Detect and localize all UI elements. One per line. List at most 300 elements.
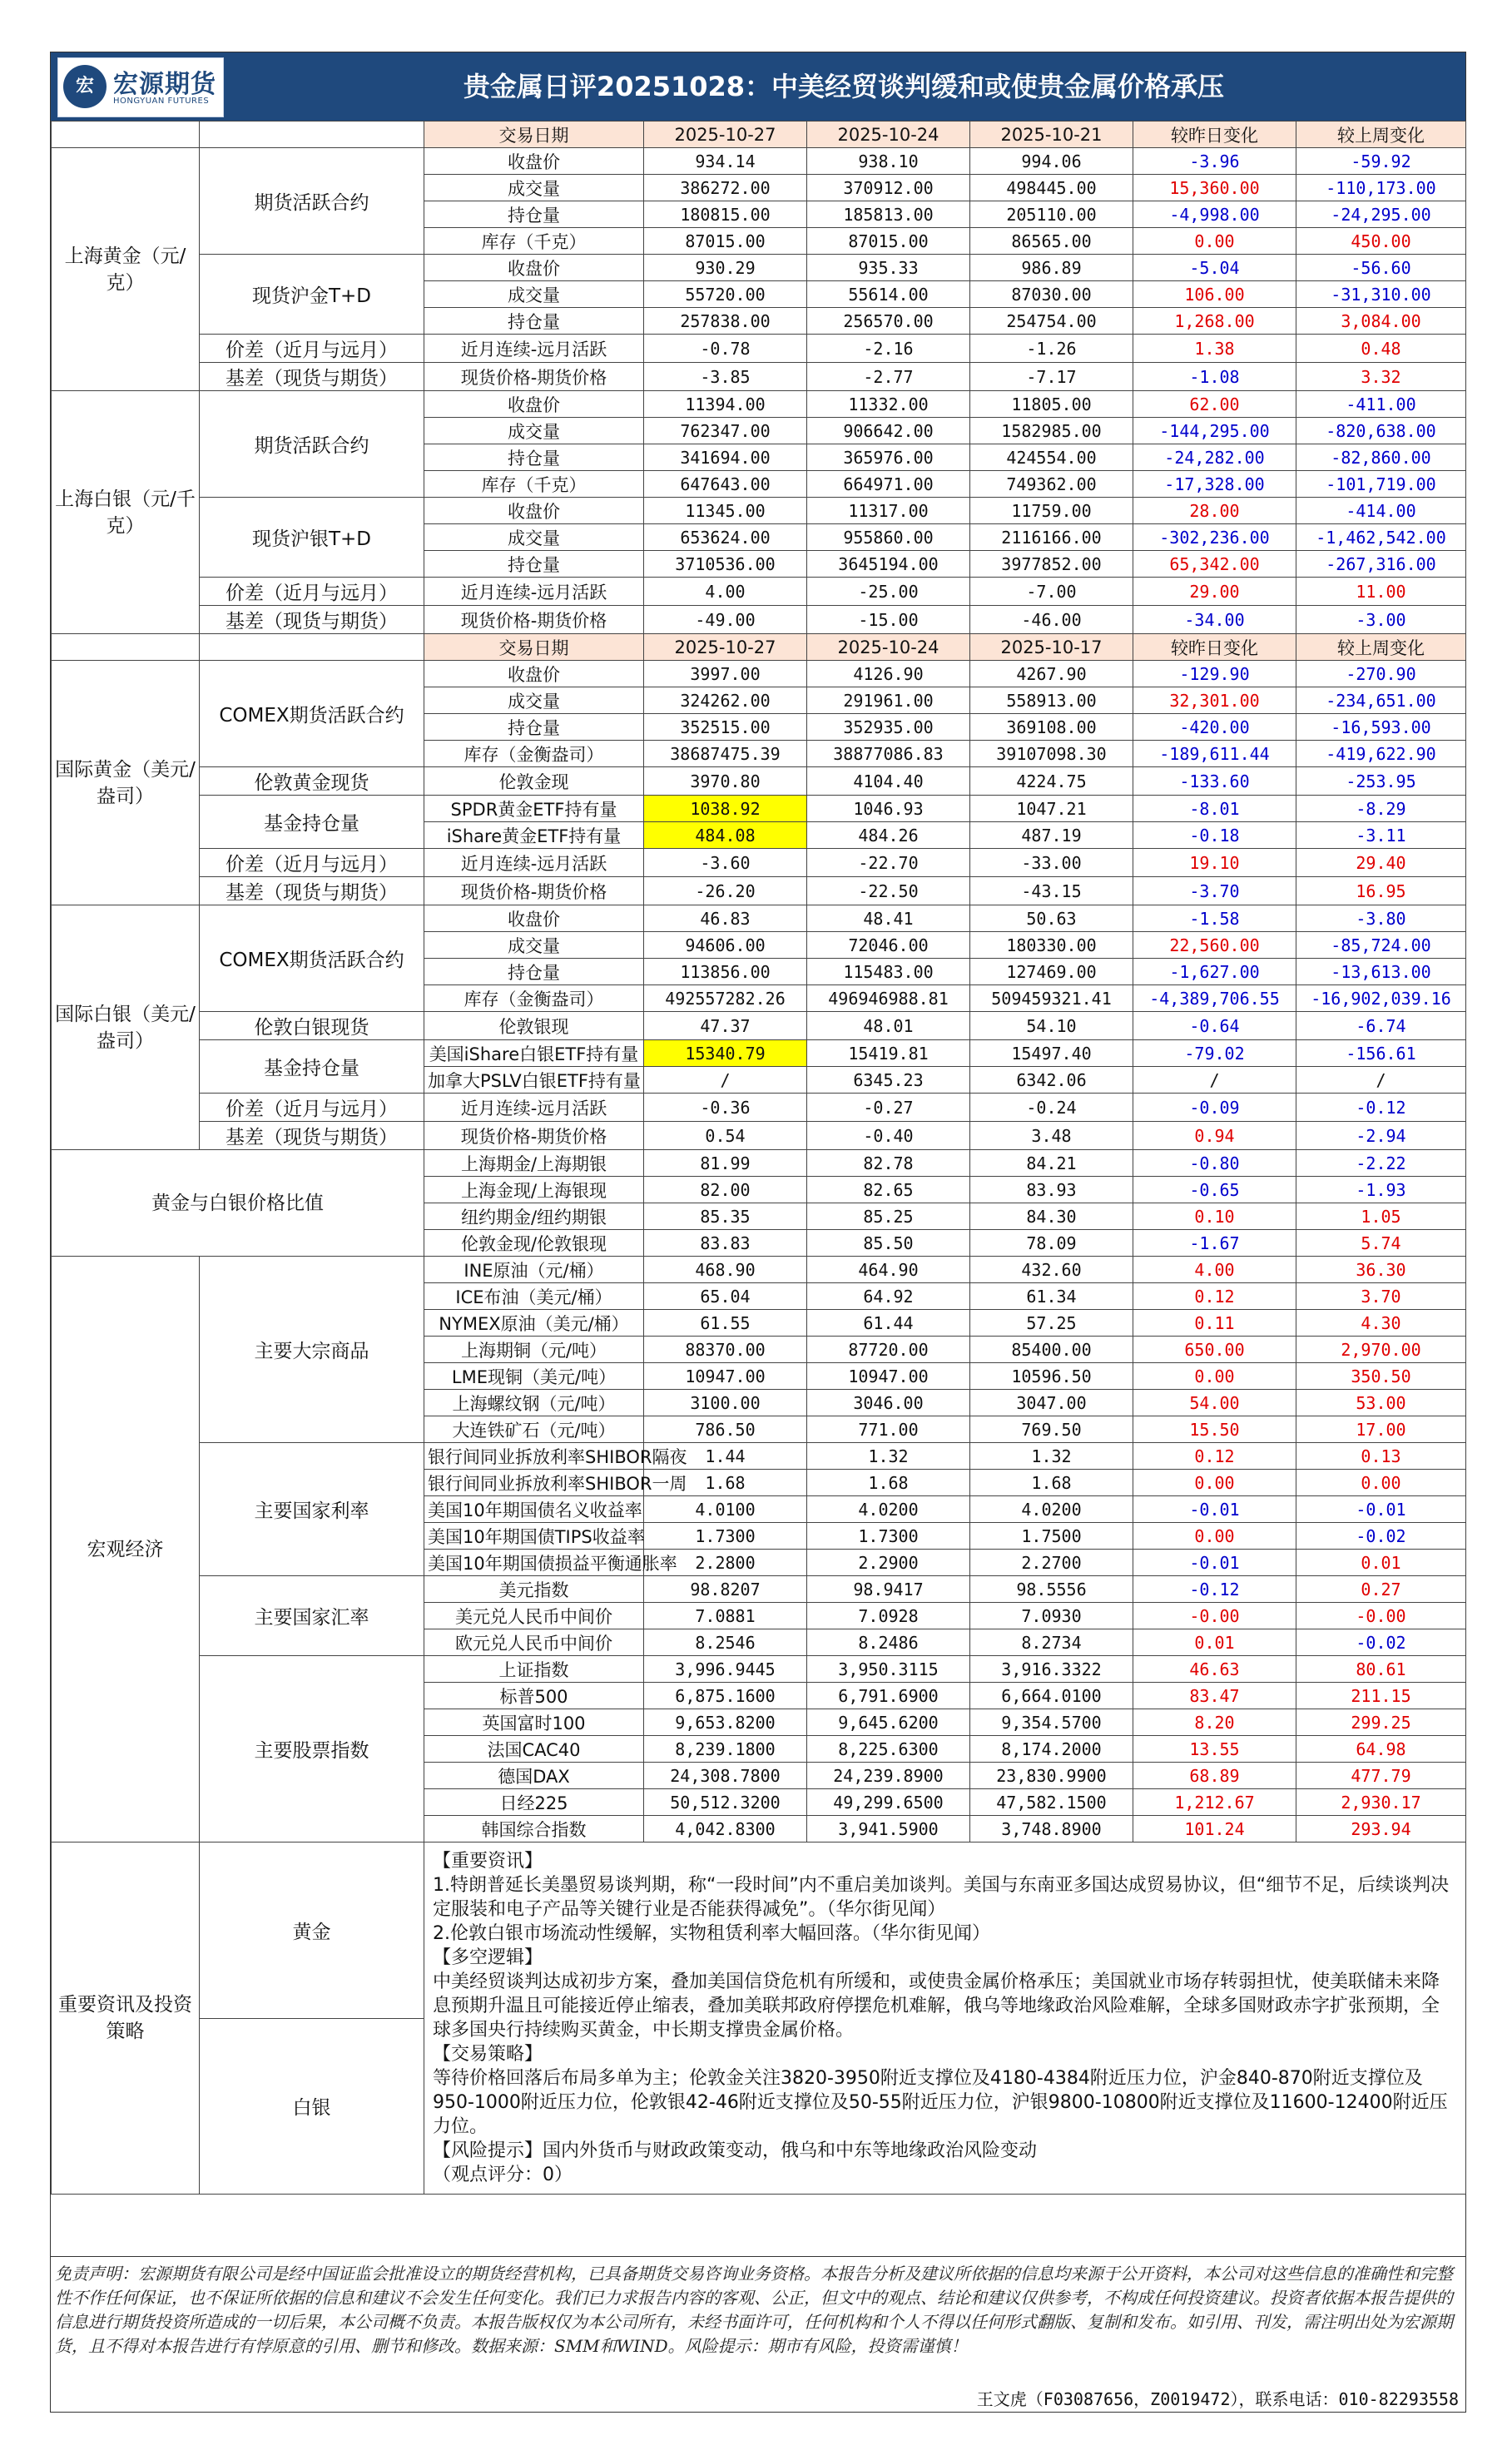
commentary-line: 【风险提示】国内外货币与财政政策变动，俄乌和中东等地缘政治风险变动 (433, 2140, 1038, 2161)
table-row (52, 1443, 1466, 1470)
change-cell: -1.58 (1133, 905, 1296, 932)
value-cell: -22.50 (807, 877, 970, 905)
value-cell: 48.41 (807, 905, 970, 932)
row-label: 德国DAX (424, 1763, 644, 1789)
change-cell: 68.89 (1133, 1763, 1296, 1789)
sub-section-label: 价差（近月与远月） (200, 335, 424, 363)
table-row (52, 877, 1466, 905)
row-label: 纽约期金/纽约期银 (424, 1203, 644, 1230)
sub-section-label: 黄金 (200, 1842, 424, 2019)
change-cell: -1.08 (1133, 363, 1296, 391)
value-cell: 11345.00 (644, 498, 807, 524)
value-cell: 386272.00 (644, 175, 807, 201)
change-cell: 36.30 (1296, 1257, 1466, 1283)
change-cell: -0.65 (1133, 1177, 1296, 1203)
sub-section-label: 基差（现货与期货） (200, 877, 424, 905)
change-cell: 1,212.67 (1133, 1789, 1296, 1816)
column-header: 2025-10-21 (970, 122, 1133, 148)
column-header: 较上周变化 (1296, 634, 1466, 661)
change-cell: -24,295.00 (1296, 201, 1466, 228)
row-label: 上海期铜（元/吨） (424, 1337, 644, 1363)
row-label: 美元兑人民币中间价 (424, 1603, 644, 1629)
value-cell: 127469.00 (970, 959, 1133, 985)
table-row (52, 905, 1466, 932)
change-cell: 0.00 (1296, 1470, 1466, 1496)
change-cell: 0.11 (1133, 1310, 1296, 1337)
change-cell: 0.12 (1133, 1283, 1296, 1310)
row-label: 近月连续-远月活跃 (424, 849, 644, 877)
value-cell: 39107098.30 (970, 741, 1133, 767)
change-cell: 5.74 (1296, 1230, 1466, 1257)
table-row (52, 849, 1466, 877)
sub-section-label: 基金持仓量 (200, 796, 424, 849)
value-cell: 65.04 (644, 1283, 807, 1310)
value-cell: 496946988.81 (807, 985, 970, 1012)
value-cell: 85.50 (807, 1230, 970, 1257)
value-cell: 8,174.2000 (970, 1736, 1133, 1763)
value-cell: 3047.00 (970, 1390, 1133, 1416)
value-cell: 341694.00 (644, 444, 807, 471)
table-row (52, 1842, 1466, 2019)
change-cell: -79.02 (1133, 1040, 1296, 1067)
value-cell: 11759.00 (970, 498, 1133, 524)
change-cell: 2,930.17 (1296, 1789, 1466, 1816)
table-row (52, 363, 1466, 391)
table-row (52, 1656, 1466, 1683)
change-cell: 477.79 (1296, 1763, 1466, 1789)
value-cell: 1.32 (970, 1443, 1133, 1470)
change-cell: 4.00 (1133, 1257, 1296, 1283)
value-cell: 10947.00 (644, 1363, 807, 1390)
row-label: 标普500 (424, 1683, 644, 1709)
value-cell: -25.00 (807, 578, 970, 606)
value-cell: 78.09 (970, 1230, 1133, 1257)
row-label: 上海金现/上海银现 (424, 1177, 644, 1203)
row-label: 上海期金/上海期银 (424, 1150, 644, 1177)
value-cell: -33.00 (970, 849, 1133, 877)
value-cell: 424554.00 (970, 444, 1133, 471)
value-cell: 365976.00 (807, 444, 970, 471)
value-cell: 1.68 (644, 1470, 807, 1496)
value-cell: -7.00 (970, 578, 1133, 606)
sub-section-label: COMEX期货活跃合约 (200, 905, 424, 1012)
value-cell: 87030.00 (970, 281, 1133, 308)
table-row (52, 1040, 1466, 1067)
value-cell: 352515.00 (644, 714, 807, 741)
value-cell: 4224.75 (970, 767, 1133, 796)
value-cell: 464.90 (807, 1257, 970, 1283)
change-cell: 106.00 (1133, 281, 1296, 308)
commentary-line: 【多空逻辑】 (433, 1947, 543, 1968)
row-label: 美国10年期国债名义收益率 (424, 1496, 644, 1523)
sub-section-label: 主要国家汇率 (200, 1576, 424, 1656)
row-label: 伦敦金现 (424, 767, 644, 796)
change-cell: 0.94 (1133, 1122, 1296, 1150)
change-cell: -2.94 (1296, 1122, 1466, 1150)
value-cell: 10596.50 (970, 1363, 1133, 1390)
table-row (52, 1150, 1466, 1177)
value-cell: -0.36 (644, 1094, 807, 1122)
value-cell: 1047.21 (970, 796, 1133, 822)
row-label: LME现铜（美元/吨） (424, 1363, 644, 1390)
value-cell: 61.44 (807, 1310, 970, 1337)
row-label: ICE布油（美元/桶） (424, 1283, 644, 1310)
value-cell: 487.19 (970, 822, 1133, 849)
column-header: 2025-10-24 (807, 634, 970, 661)
change-cell: -0.02 (1296, 1629, 1466, 1656)
change-cell: -411.00 (1296, 391, 1466, 418)
value-cell: 8,239.1800 (644, 1736, 807, 1763)
row-label: 现货价格-期货价格 (424, 877, 644, 905)
sub-section-label: 价差（近月与远月） (200, 1094, 424, 1122)
value-cell: 3645194.00 (807, 551, 970, 578)
section-label: 上海白银（元/千克） (52, 391, 200, 634)
change-cell: 0.00 (1133, 1470, 1296, 1496)
change-cell: 450.00 (1296, 228, 1466, 255)
value-cell: 1046.93 (807, 796, 970, 822)
value-cell: 4126.90 (807, 661, 970, 687)
row-label: 成交量 (424, 175, 644, 201)
change-cell: -59.92 (1296, 148, 1466, 175)
change-cell: 80.61 (1296, 1656, 1466, 1683)
commentary-line: 【重要资讯】 (433, 1851, 543, 1872)
row-label: 现货价格-期货价格 (424, 1122, 644, 1150)
value-cell: 115483.00 (807, 959, 970, 985)
value-cell: 1.68 (807, 1470, 970, 1496)
value-cell: 7.0930 (970, 1603, 1133, 1629)
row-label: 持仓量 (424, 308, 644, 335)
value-cell: 324262.00 (644, 687, 807, 714)
change-cell: -420.00 (1133, 714, 1296, 741)
change-cell: -156.61 (1296, 1040, 1466, 1067)
report-title: 贵金属日评20251028：中美经贸谈判缓和或使贵金属价格承压 (463, 71, 1225, 102)
column-header: 较上周变化 (1296, 122, 1466, 148)
value-cell: 185813.00 (807, 201, 970, 228)
value-cell: 935.33 (807, 255, 970, 281)
value-cell: 484.26 (807, 822, 970, 849)
row-label: 近月连续-远月活跃 (424, 1094, 644, 1122)
row-label: SPDR黄金ETF持有量 (424, 796, 644, 822)
value-cell: 85400.00 (970, 1337, 1133, 1363)
change-cell: 3.32 (1296, 363, 1466, 391)
table-row (52, 578, 1466, 606)
value-cell: 2.2700 (970, 1550, 1133, 1576)
table-row (52, 1094, 1466, 1122)
value-cell: 3.48 (970, 1122, 1133, 1150)
value-cell: 352935.00 (807, 714, 970, 741)
value-cell: 87015.00 (807, 228, 970, 255)
change-cell: 0.00 (1133, 1523, 1296, 1550)
change-cell: 54.00 (1133, 1390, 1296, 1416)
table-row (52, 391, 1466, 418)
change-cell: 29.40 (1296, 849, 1466, 877)
sub-section-label: 伦敦白银现货 (200, 1012, 424, 1040)
value-cell: 762347.00 (644, 418, 807, 444)
value-cell: 256570.00 (807, 308, 970, 335)
row-label: 上海螺纹钢（元/吨） (424, 1390, 644, 1416)
commentary-line: 【交易策略】 (433, 2044, 543, 2065)
table-row (52, 1576, 1466, 1603)
row-label: NYMEX原油（美元/桶） (424, 1310, 644, 1337)
value-cell: 771.00 (807, 1416, 970, 1443)
change-cell: -0.02 (1296, 1523, 1466, 1550)
change-cell: 32,301.00 (1133, 687, 1296, 714)
table-row (52, 796, 1466, 822)
value-cell: 38877086.83 (807, 741, 970, 767)
blank-cell (200, 634, 424, 661)
value-cell: 6342.06 (970, 1067, 1133, 1094)
value-cell: 3,748.8900 (970, 1816, 1133, 1842)
value-cell: -7.17 (970, 363, 1133, 391)
row-label: 库存（千克） (424, 471, 644, 498)
value-cell: 8.2486 (807, 1629, 970, 1656)
value-cell: -0.27 (807, 1094, 970, 1122)
change-cell: -0.64 (1133, 1012, 1296, 1040)
value-cell: 98.5556 (970, 1576, 1133, 1603)
value-cell: 509459321.41 (970, 985, 1133, 1012)
table-row (52, 1122, 1466, 1150)
value-cell: 2.2900 (807, 1550, 970, 1576)
value-cell: / (644, 1067, 807, 1094)
value-cell: 1.7300 (807, 1523, 970, 1550)
row-label: 持仓量 (424, 201, 644, 228)
value-cell: -15.00 (807, 606, 970, 634)
row-label: INE原油（元/桶） (424, 1257, 644, 1283)
value-cell: 647643.00 (644, 471, 807, 498)
value-cell: -3.85 (644, 363, 807, 391)
value-cell: 6,664.0100 (970, 1683, 1133, 1709)
change-cell: -419,622.90 (1296, 741, 1466, 767)
row-label: 持仓量 (424, 551, 644, 578)
value-cell: 50,512.3200 (644, 1789, 807, 1816)
value-cell: 3970.80 (644, 767, 807, 796)
value-cell: 4,042.8300 (644, 1816, 807, 1842)
row-label: 伦敦金现/伦敦银现 (424, 1230, 644, 1257)
table-row (52, 661, 1466, 687)
row-label: 库存（金衡盎司） (424, 741, 644, 767)
value-cell: 47,582.1500 (970, 1789, 1133, 1816)
sub-section-label: 期货活跃合约 (200, 148, 424, 255)
blank-cell (52, 634, 200, 661)
value-cell: 749362.00 (970, 471, 1133, 498)
commentary-line: 中美经贸谈判达成初步方案，叠加美国信贷危机有所缓和，或使贵金属价格承压；美国就业市场存转弱担忧，使美联储未来降息预期升温且可能接近停止缩表，叠加美联邦政府停摆危机难解，俄乌等地缘政治风险难解，全球多国财政赤字扩张预期，全球多国央行持续购买黄金，中长期支撑贵金属价格。 (433, 1971, 1440, 2041)
change-cell: 17.00 (1296, 1416, 1466, 1443)
value-cell: 1038.92 (644, 796, 807, 822)
value-cell: 468.90 (644, 1257, 807, 1283)
table-row (52, 1012, 1466, 1040)
value-cell: 1582985.00 (970, 418, 1133, 444)
change-cell: -1,462,542.00 (1296, 524, 1466, 551)
value-cell: 84.30 (970, 1203, 1133, 1230)
value-cell: 7.0928 (807, 1603, 970, 1629)
commentary-line: 2.伦敦白银市场流动性缓解，实物租赁利率大幅回落。（华尔街见闻） (433, 1923, 990, 1944)
change-cell: -1.67 (1133, 1230, 1296, 1257)
change-cell: 16.95 (1296, 877, 1466, 905)
value-cell: 3100.00 (644, 1390, 807, 1416)
change-cell: 0.00 (1133, 228, 1296, 255)
change-cell: -0.00 (1296, 1603, 1466, 1629)
commentary-line: 等待价格回落后布局多单为主；伦敦金关注3820-3950附近支撑位及4180-4384附近压力位，沪金840-870附近支撑位及950-1000附近压力位，伦敦银42-46附近支撑位及50-55附近压力位，沪银9800-10800附近支撑位及11600-12400附近压力位。 (433, 2068, 1448, 2137)
change-cell: -17,328.00 (1133, 471, 1296, 498)
value-cell: 432.60 (970, 1257, 1133, 1283)
change-cell: -234,651.00 (1296, 687, 1466, 714)
change-cell: -0.01 (1133, 1496, 1296, 1523)
change-cell: 650.00 (1133, 1337, 1296, 1363)
value-cell: 49,299.6500 (807, 1789, 970, 1816)
value-cell: 4.0200 (970, 1496, 1133, 1523)
value-cell: 498445.00 (970, 175, 1133, 201)
value-cell: -0.24 (970, 1094, 1133, 1122)
change-cell: -0.09 (1133, 1094, 1296, 1122)
change-cell: -5.04 (1133, 255, 1296, 281)
value-cell: 2116166.00 (970, 524, 1133, 551)
row-label: 收盘价 (424, 148, 644, 175)
change-cell: 64.98 (1296, 1736, 1466, 1763)
change-cell: -0.12 (1296, 1094, 1466, 1122)
change-cell: 293.94 (1296, 1816, 1466, 1842)
change-cell: -144,295.00 (1133, 418, 1296, 444)
row-label: 现货价格-期货价格 (424, 606, 644, 634)
change-cell: -0.80 (1133, 1150, 1296, 1177)
table-row (52, 122, 1466, 148)
row-label: 收盘价 (424, 905, 644, 932)
table-row (52, 606, 1466, 634)
row-label: iShare黄金ETF持有量 (424, 822, 644, 849)
value-cell: 484.08 (644, 822, 807, 849)
section-label: 国际白银（美元/盎司） (52, 905, 200, 1150)
value-cell: 3977852.00 (970, 551, 1133, 578)
value-cell: 1.7300 (644, 1523, 807, 1550)
change-cell: 1,268.00 (1133, 308, 1296, 335)
table-row (52, 255, 1466, 281)
change-cell: -133.60 (1133, 767, 1296, 796)
change-cell: -0.18 (1133, 822, 1296, 849)
value-cell: -46.00 (970, 606, 1133, 634)
change-cell: -13,613.00 (1296, 959, 1466, 985)
value-cell: 15497.40 (970, 1040, 1133, 1067)
change-cell: 28.00 (1133, 498, 1296, 524)
row-label: 成交量 (424, 687, 644, 714)
change-cell: -101,719.00 (1296, 471, 1466, 498)
value-cell: 87720.00 (807, 1337, 970, 1363)
change-cell: -85,724.00 (1296, 932, 1466, 959)
value-cell: 3,950.3115 (807, 1656, 970, 1683)
change-cell: 1.38 (1133, 335, 1296, 363)
value-cell: 3,996.9445 (644, 1656, 807, 1683)
change-cell: 2,970.00 (1296, 1337, 1466, 1363)
change-cell: 0.01 (1296, 1550, 1466, 1576)
value-cell: 86565.00 (970, 228, 1133, 255)
value-cell: 664971.00 (807, 471, 970, 498)
value-cell: 4104.40 (807, 767, 970, 796)
column-header: 交易日期 (424, 122, 644, 148)
value-cell: 8.2734 (970, 1629, 1133, 1656)
logo-mark-icon: 宏 (63, 65, 107, 108)
change-cell: 22,560.00 (1133, 932, 1296, 959)
value-cell: -26.20 (644, 877, 807, 905)
change-cell: 65,342.00 (1133, 551, 1296, 578)
change-cell: 0.48 (1296, 335, 1466, 363)
change-cell: 15.50 (1133, 1416, 1296, 1443)
value-cell: 180330.00 (970, 932, 1133, 959)
value-cell: 370912.00 (807, 175, 970, 201)
value-cell: 84.21 (970, 1150, 1133, 1177)
value-cell: 180815.00 (644, 201, 807, 228)
change-cell: -1,627.00 (1133, 959, 1296, 985)
value-cell: 955860.00 (807, 524, 970, 551)
change-cell: 0.01 (1133, 1629, 1296, 1656)
value-cell: 3,916.3322 (970, 1656, 1133, 1683)
value-cell: 82.78 (807, 1150, 970, 1177)
change-cell: -267,316.00 (1296, 551, 1466, 578)
value-cell: 61.55 (644, 1310, 807, 1337)
row-label: 银行间同业拆放利率SHIBOR隔夜 (424, 1443, 644, 1470)
value-cell: -2.16 (807, 335, 970, 363)
change-cell: -129.90 (1133, 661, 1296, 687)
value-cell: 15419.81 (807, 1040, 970, 1067)
section-label: 宏观经济 (52, 1257, 200, 1842)
change-cell: / (1296, 1067, 1466, 1094)
logo-text-cn: 宏源期货 (113, 70, 216, 99)
change-cell: -8.29 (1296, 796, 1466, 822)
value-cell: -0.40 (807, 1122, 970, 1150)
change-cell: -0.01 (1296, 1496, 1466, 1523)
value-cell: 906642.00 (807, 418, 970, 444)
value-cell: 15340.79 (644, 1040, 807, 1067)
change-cell: -1.93 (1296, 1177, 1466, 1203)
change-cell: -56.60 (1296, 255, 1466, 281)
change-cell: -24,282.00 (1133, 444, 1296, 471)
blank-cell (52, 122, 200, 148)
change-cell: 8.20 (1133, 1709, 1296, 1736)
value-cell: 1.7500 (970, 1523, 1133, 1550)
row-label: 成交量 (424, 418, 644, 444)
value-cell: 1.44 (644, 1443, 807, 1470)
column-header: 较昨日变化 (1133, 122, 1296, 148)
value-cell: 934.14 (644, 148, 807, 175)
value-cell: -1.26 (970, 335, 1133, 363)
row-label: 银行间同业拆放利率SHIBOR一周 (424, 1470, 644, 1496)
value-cell: 55614.00 (807, 281, 970, 308)
row-label: 加拿大PSLV白银ETF持有量 (424, 1067, 644, 1094)
value-cell: 81.99 (644, 1150, 807, 1177)
value-cell: 61.34 (970, 1283, 1133, 1310)
value-cell: 938.10 (807, 148, 970, 175)
value-cell: 57.25 (970, 1310, 1133, 1337)
sub-section-label: 价差（近月与远月） (200, 578, 424, 606)
change-cell: -302,236.00 (1133, 524, 1296, 551)
value-cell: 8.2546 (644, 1629, 807, 1656)
table-row (52, 767, 1466, 796)
sub-section-label: 主要国家利率 (200, 1443, 424, 1576)
value-cell: 653624.00 (644, 524, 807, 551)
value-cell: 291961.00 (807, 687, 970, 714)
change-cell: -3.96 (1133, 148, 1296, 175)
value-cell: 1.32 (807, 1443, 970, 1470)
change-cell: -189,611.44 (1133, 741, 1296, 767)
column-header: 2025-10-17 (970, 634, 1133, 661)
company-logo (57, 57, 224, 117)
table-row (52, 1257, 1466, 1283)
change-cell: 299.25 (1296, 1709, 1466, 1736)
change-cell: 0.13 (1296, 1443, 1466, 1470)
row-label: 库存（千克） (424, 228, 644, 255)
value-cell: 23,830.9900 (970, 1763, 1133, 1789)
change-cell: 350.50 (1296, 1363, 1466, 1390)
value-cell: 11317.00 (807, 498, 970, 524)
row-label: 收盘价 (424, 391, 644, 418)
change-cell: 4.30 (1296, 1310, 1466, 1337)
